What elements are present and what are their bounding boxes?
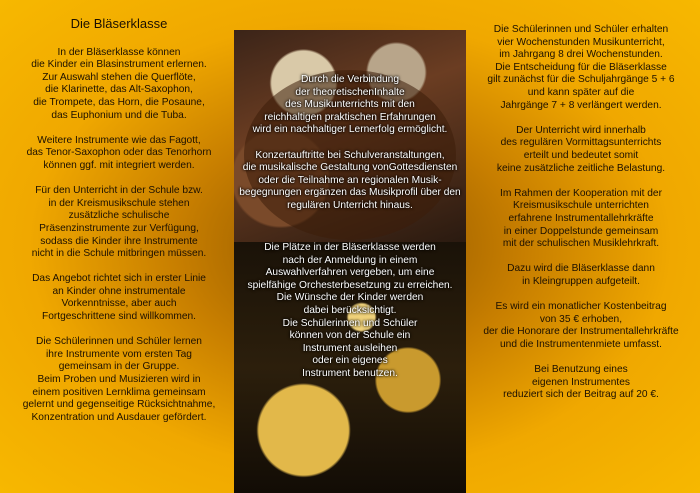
text-line: erteilt und bedeutet somit <box>523 149 639 161</box>
text-line: Es wird ein monatlicher Kostenbeitrag <box>495 301 667 313</box>
paragraph <box>470 188 692 251</box>
right-column <box>470 24 692 414</box>
text-line: Für den Unterricht in der Schule bzw. <box>35 185 203 197</box>
text-line: dabei berücksichtigt. <box>303 304 397 316</box>
text-line: nach der Anmeldung in einem <box>282 254 418 266</box>
text-line: spielfähige Orchesterbesetzung zu erreichen. <box>247 279 453 291</box>
text-line: zusätzliche schulische <box>68 210 170 222</box>
text-line: erfahrene Instrumentallehrkräfte <box>508 212 654 224</box>
text-line: das Tenor-Saxophon oder das Tenorhorn <box>26 147 212 159</box>
text-line: einem positiven Lernklima gemeinsam <box>32 386 206 398</box>
text-line: eigenen Instrumentes <box>532 376 630 388</box>
text-line: Jahrgänge 7 + 8 verlängert werden. <box>500 99 662 111</box>
text-line: Kreismusikschule unterrichten <box>513 200 649 212</box>
text-line: reichhaltigen praktischen Erfahrungen <box>264 111 436 123</box>
paragraph <box>8 336 230 424</box>
text-line: Konzentration und Ausdauer gefördert. <box>31 411 207 423</box>
text-line: gemeinsam in der Gruppe. <box>58 361 180 373</box>
text-line: Die Plätze in der Bläserklasse werden <box>264 242 436 253</box>
text-line: Weitere Instrumente wie das Fagott, <box>37 134 201 146</box>
text-line: des Musikunterrichts mit den <box>285 99 415 111</box>
text-line: sodass die Kinder ihre Instrumente <box>40 235 198 247</box>
center-bottom-text <box>234 242 466 393</box>
text-line: Im Rahmen der Kooperation mit der <box>500 187 662 199</box>
text-line: die musikalische Gestaltung vonGottesdiensten <box>242 162 458 174</box>
text-line: nicht in die Schule mitbringen müssen. <box>31 248 207 260</box>
text-line: oder die Teilnahme an regionalen Musik- <box>258 174 442 186</box>
paragraph <box>234 74 466 137</box>
text-line: in einer Doppelstunde gemeinsam <box>503 225 659 237</box>
text-line: Der Unterricht wird innerhalb <box>516 124 646 136</box>
text-line: die Kinder ein Blasinstrument erlernen. <box>31 59 207 71</box>
text-line: das Euphonium und die Tuba. <box>51 109 187 121</box>
text-line: Zur Auswahl stehen die Querflöte, <box>42 71 196 83</box>
text-line: der theoretischenInhalte <box>295 86 405 98</box>
text-line: die Klarinette, das Alt-Saxophon, <box>45 84 193 96</box>
text-line: und die Instrumentenmiete umfasst. <box>500 338 662 350</box>
text-line: Die Schülerinnen und Schüler lernen <box>36 336 202 348</box>
drums-photo-panel <box>234 30 466 242</box>
right-column-text <box>470 24 692 402</box>
text-line: reduziert sich der Beitrag auf 20 €. <box>503 389 659 401</box>
text-line: Dazu wird die Bläserklasse dann <box>507 263 655 275</box>
text-line: Instrument benutzen. <box>302 367 398 379</box>
text-line: und kann später auf die <box>527 86 635 98</box>
left-column-text <box>8 47 230 425</box>
text-line: Instrument ausleihen <box>302 342 398 354</box>
text-line: können ggf. mit integriert werden. <box>43 159 195 171</box>
text-line: Vorkenntnisse, aber auch <box>61 298 177 310</box>
text-line: Auswahlverfahren vergeben, um eine <box>265 267 435 279</box>
text-line: in der Kreismusikschule stehen <box>48 197 190 209</box>
brass-instruments-photo-panel <box>234 242 466 493</box>
text-line: regulären Unterricht hinaus. <box>287 199 413 211</box>
paragraph <box>470 364 692 402</box>
paragraph <box>470 24 692 112</box>
paragraph <box>470 263 692 288</box>
text-line: der die Honorare der Instrumentallehrkräfte <box>483 326 679 338</box>
text-line: Konzertauftritte bei Schulveranstaltungen, <box>255 149 445 161</box>
paragraph <box>470 301 692 351</box>
text-line: Fortgeschrittene sind willkommen. <box>41 311 196 323</box>
text-line: keine zusätzliche zeitliche Belastung. <box>496 162 666 174</box>
paragraph <box>8 185 230 261</box>
text-line: an Kinder ohne instrumentale <box>52 285 186 297</box>
center-top-text <box>234 74 466 225</box>
paragraph <box>8 273 230 323</box>
text-line: gelernt und gegenseitige Rücksichtnahme, <box>22 399 216 411</box>
text-line: Beim Proben und Musizieren wird in <box>37 374 201 386</box>
text-line: die Trompete, das Horn, die Posaune, <box>33 96 205 108</box>
text-line: Durch die Verbindung <box>301 74 399 85</box>
text-line: Die Entscheidung für die Bläserklasse <box>495 61 667 73</box>
text-line: wird ein nachhaltiger Lernerfolg ermöglicht. <box>252 124 448 136</box>
text-line: gilt zunächst für die Schuljahrgänge 5 + 6 <box>487 74 675 86</box>
text-line: Bei Benutzung eines <box>534 364 628 376</box>
text-line: vier Wochenstunden Musikunterricht, <box>497 36 665 48</box>
paragraph <box>234 242 466 381</box>
left-column <box>8 18 230 437</box>
page-title: Die Bläserklasse <box>70 16 168 31</box>
paragraph <box>8 47 230 123</box>
text-line: In der Bläserklasse können <box>57 46 181 58</box>
text-line: können von der Schule ein <box>289 330 411 342</box>
text-line: ihre Instrumente vom ersten Tag <box>46 348 192 360</box>
text-line: Präsenzinstrumente zur Verfügung, <box>39 222 199 234</box>
paragraph <box>234 150 466 213</box>
text-line: begegnungen ergänzen das Musikprofil über den <box>239 187 461 199</box>
text-line: Die Wünsche der Kinder werden <box>276 292 424 304</box>
paragraph <box>470 125 692 175</box>
text-line: in Kleingruppen aufgeteilt. <box>522 275 640 287</box>
text-line: Die Schülerinnen und Schüler <box>282 317 418 329</box>
paragraph <box>8 135 230 173</box>
text-line: des regulären Vormittagsunterrichts <box>500 137 662 149</box>
text-line: Das Angebot richtet sich in erster Linie <box>32 273 206 285</box>
text-line: oder ein eigenes <box>312 355 388 367</box>
text-line: Die Schülerinnen und Schüler erhalten <box>493 24 669 35</box>
text-line: von 35 € erhoben, <box>539 313 623 325</box>
text-line: mit der schulischen Musiklehrkraft. <box>502 238 660 250</box>
text-line: im Jahrgang 8 drei Wochenstunden. <box>499 49 663 61</box>
